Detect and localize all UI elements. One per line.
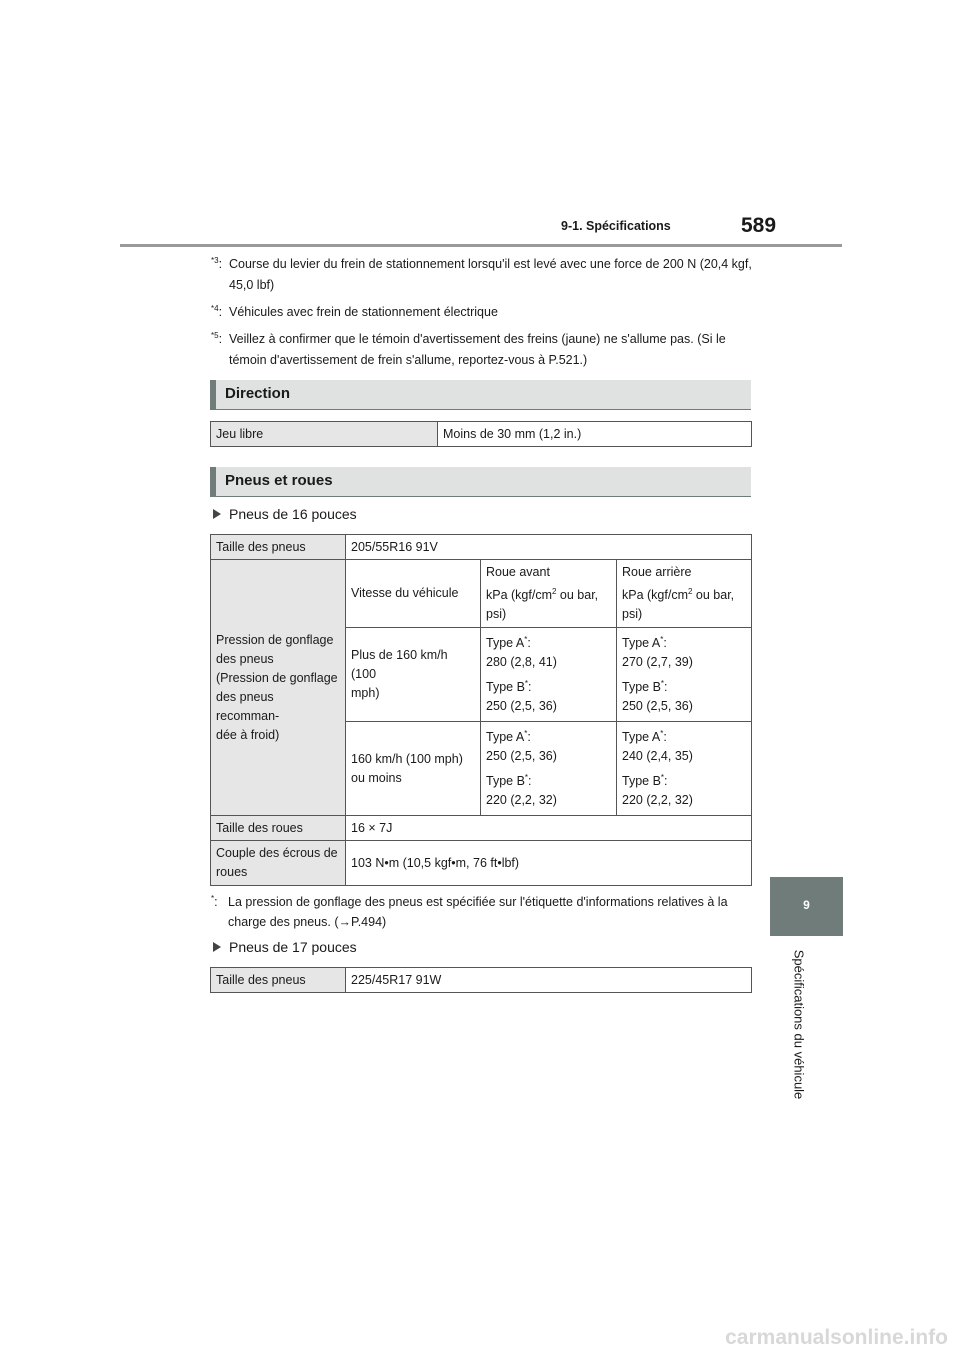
rear-header-title: Roue arrière xyxy=(622,565,692,579)
watermark: carmanualsonline.info xyxy=(725,1326,948,1349)
table-row xyxy=(211,816,752,841)
footnote-mark: * xyxy=(660,772,665,782)
footnote-3: $^{*3}$: Course du levier du frein de stationnement lorsqu'il est levé avec une force de 200 N (20,4 kgf, 45,0 lbf) xyxy=(211,255,752,292)
tire-size-value: 205/55R16 91V xyxy=(346,535,752,560)
type-label: Type A xyxy=(486,635,525,650)
section-title: 9-1. Spécifications xyxy=(561,219,671,233)
nut-torque-label xyxy=(211,841,346,886)
type-label: Type B xyxy=(622,679,661,694)
type-label: Type B xyxy=(622,773,661,788)
front-header xyxy=(481,560,617,628)
page-number: 589 xyxy=(741,214,777,237)
colon: : xyxy=(528,679,532,694)
pressure-value: 220 (2,2, 32) xyxy=(486,792,557,807)
table-row xyxy=(211,968,752,993)
chapter-number: 9 xyxy=(803,898,810,912)
unit-superscript: 2 xyxy=(688,586,693,596)
colon: : xyxy=(664,773,668,788)
table-row xyxy=(211,841,752,886)
unit-superscript: 2 xyxy=(552,586,557,596)
free-play-value: Moins de 30 mm (1,2 in.) xyxy=(438,422,752,447)
table-row xyxy=(211,560,752,628)
footnote-mark: * xyxy=(211,893,215,903)
triangle-bullet-icon xyxy=(213,942,221,952)
footnote-4: $^{*4}$: Véhicules avec frein de stationnement électrique xyxy=(211,303,498,319)
type-label: Type A xyxy=(622,635,661,650)
section-heading-direction xyxy=(210,380,751,410)
unit-text: kPa (kgf/cm xyxy=(622,588,688,602)
tire-size-label: Taille des pneus xyxy=(211,535,346,560)
unit-text: ou bar, xyxy=(692,588,735,602)
unit-text: ou bar, xyxy=(556,588,599,602)
pressure-value: 270 (2,7, 39) xyxy=(622,654,693,669)
pressure-value: 280 (2,8, 41) xyxy=(486,654,557,669)
header-divider xyxy=(120,244,842,247)
speed-text: Plus de 160 km/h (100 xyxy=(351,648,448,681)
nut-torque-label-line: roues xyxy=(216,865,248,879)
type-label: Type B xyxy=(486,773,525,788)
pressure-label-line: des pneus xyxy=(216,651,274,666)
direction-table xyxy=(210,421,752,447)
front-header-title: Roue avant xyxy=(486,565,550,579)
subheading-17-inch xyxy=(213,939,357,955)
tires-17-table xyxy=(210,967,752,993)
type-label: Type B xyxy=(486,679,525,694)
front-pressure-high xyxy=(481,628,617,722)
footnote-mark: * xyxy=(524,678,529,688)
colon: : xyxy=(528,773,532,788)
footnote-mark: * xyxy=(524,728,528,738)
footnote-mark: *5 xyxy=(211,330,219,340)
pressure-label xyxy=(211,560,346,816)
subheading-16-inch xyxy=(213,506,357,522)
wheel-size-label: Taille des roues xyxy=(211,816,346,841)
footnote-5: $^{*5}$: Veillez à confirmer que le témoin d'avertissement des freins (jaune) ne s'allume pas. (Si le témoin d'avertissement de frein s'allume, reportez-vous à P.521.) xyxy=(211,330,726,367)
section-heading-tires xyxy=(210,467,751,497)
rear-pressure-high xyxy=(617,628,752,722)
footnote-text: Veillez à confirmer que le témoin d'avertissement des freins (jaune) ne s'allume pas. (Si le témoin d'avertissement de frein s'allume, reportez-vous à P.521.) xyxy=(229,332,726,367)
footnote-mark: * xyxy=(660,678,665,688)
pressure-label-line: dée à froid) xyxy=(216,727,280,742)
section-heading-text: Pneus et roues xyxy=(225,472,333,489)
speed-text: mph) xyxy=(351,686,380,700)
footnote-text: Véhicules avec frein de stationnement électrique xyxy=(229,305,498,319)
pressure-label-line: Pression de gonflage xyxy=(216,632,334,647)
unit-text: psi) xyxy=(622,607,643,621)
footnote-mark: * xyxy=(524,772,529,782)
chapter-title xyxy=(788,942,808,1112)
type-label: Type A xyxy=(486,729,525,744)
tires-16-table xyxy=(210,534,752,886)
subheading-text: Pneus de 16 pouces xyxy=(229,506,357,522)
unit-text: psi) xyxy=(486,607,507,621)
footnote-text: Course du levier du frein de stationnement lorsqu'il est levé avec une force de 200 N (20,4 kgf, 45,0 lbf) xyxy=(229,257,752,292)
unit-text: kPa (kgf/cm xyxy=(486,588,552,602)
speed-high xyxy=(346,628,481,722)
section-heading-text: Direction xyxy=(225,385,291,402)
speed-text: ou moins xyxy=(351,770,402,785)
wheel-size-value: 16 × 7J xyxy=(346,816,752,841)
rear-pressure-low xyxy=(617,722,752,816)
footnote-mark: *4 xyxy=(211,303,219,313)
triangle-bullet-icon xyxy=(213,509,221,519)
pressure-label-line: (Pression de gonflage xyxy=(216,670,338,685)
speed-text: 160 km/h (100 mph) xyxy=(351,751,463,766)
footnotes-list xyxy=(211,254,756,377)
pressure-value: 250 (2,5, 36) xyxy=(622,698,693,713)
table-row xyxy=(211,535,752,560)
footnote-mark: * xyxy=(524,634,528,644)
pressure-label-line: des pneus recomman- xyxy=(216,689,280,723)
pressure-value: 240 (2,4, 35) xyxy=(622,748,693,763)
footnote-mark: *3 xyxy=(211,255,219,265)
tire-size-value: 225/45R17 91W xyxy=(346,968,752,993)
footnote-mark: * xyxy=(660,728,664,738)
rear-header xyxy=(617,560,752,628)
footnote-mark: * xyxy=(660,634,664,644)
speed-low xyxy=(346,722,481,816)
nut-torque-value: 103 N•m (10,5 kgf•m, 76 ft•lbf) xyxy=(346,841,752,886)
type-label: Type A xyxy=(622,729,661,744)
subheading-text: Pneus de 17 pouces xyxy=(229,939,357,955)
colon: : xyxy=(527,729,531,744)
table-row xyxy=(211,422,752,447)
chapter-tab xyxy=(770,877,843,936)
pressure-value: 220 (2,2, 32) xyxy=(622,792,693,807)
front-pressure-low xyxy=(481,722,617,816)
colon: : xyxy=(663,729,667,744)
table-footnote: *: La pression de gonflage des pneus est spécifiée sur l'étiquette d'informations relatives à la charge des pneus. (→P.494) xyxy=(211,893,728,929)
speed-header: Vitesse du véhicule xyxy=(346,560,481,628)
chapter-title-text: Spécifications du véhicule xyxy=(791,949,807,1100)
nut-torque-label-line: Couple des écrous de xyxy=(216,846,338,860)
pressure-value: 250 (2,5, 36) xyxy=(486,748,557,763)
footnote-text: La pression de gonflage des pneus est spécifiée sur l'étiquette d'informations relatives à la charge des pneus. (→P.494) xyxy=(228,895,728,929)
colon: : xyxy=(527,635,531,650)
colon: : xyxy=(663,635,667,650)
free-play-label: Jeu libre xyxy=(211,422,438,447)
tire-size-label: Taille des pneus xyxy=(211,968,346,993)
colon: : xyxy=(664,679,668,694)
pressure-value: 250 (2,5, 36) xyxy=(486,698,557,713)
